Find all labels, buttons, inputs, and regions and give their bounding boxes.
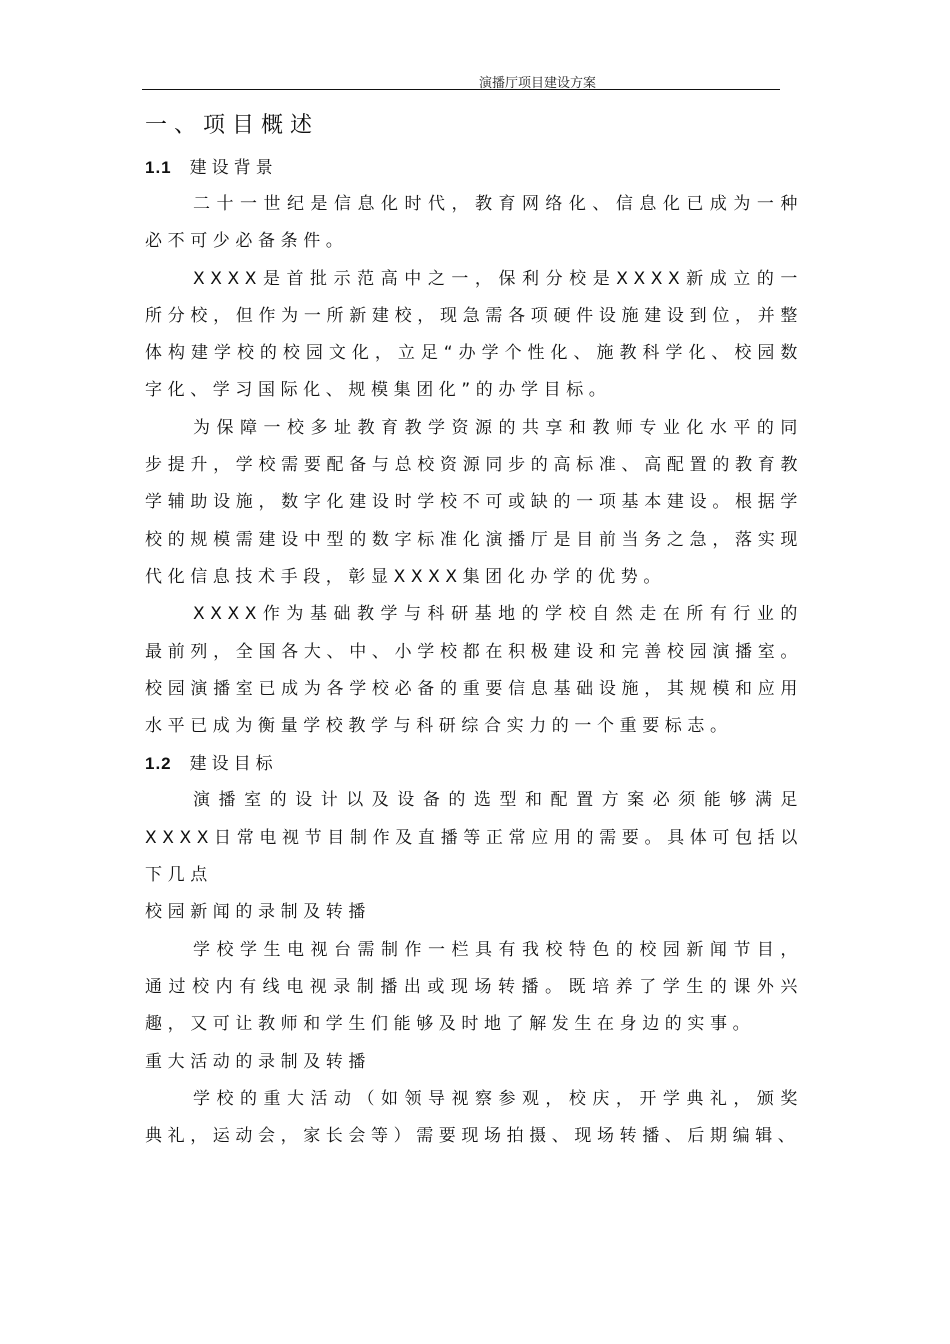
section-title: 一、项目概述: [145, 113, 320, 138]
subsection-title: 建设目标: [189, 754, 278, 775]
item-heading: 校园新闻的录制及转播: [145, 902, 371, 923]
document-body: [145, 107, 803, 1155]
running-header: 演播厅项目建设方案: [479, 76, 597, 91]
paragraph: 学校学生电视台需制作一栏具有我校特色的校园新闻节目，通过校内有线电视录制播出或现场转播。既培养了学生的课外兴趣，又可让教师和学生们能够及时地了解发生在身边的实事。: [145, 939, 803, 1035]
paragraph: XXXX作为基础教学与科研基地的学校自然走在所有行业的最前列，全国各大、中、小学校都在积极建设和完善校园演播室。校园演播室已成为各学校必备的重要信息基础设施，其规模和应用水平已成为衡量学校教学与科研综合实力的一个重要标志。: [145, 604, 803, 737]
paragraph: XXXX是首批示范高中之一，保利分校是XXXX新成立的一所分校，但作为一所新建校，现急需各项硬件设施建设到位，并整体构建学校的校园文化，立足“办学个性化、施教科学化、校园数字化、学习国际化、规模集团化”的办学目标。: [145, 268, 803, 401]
paragraph: 二十一世纪是信息化时代，教育网络化、信息化已成为一种必不可少必备条件。: [145, 194, 803, 252]
subsection-heading-1-2: [145, 745, 803, 782]
header-rule: [142, 89, 780, 90]
paragraph: 为保障一校多址教育教学资源的共享和教师专业化水平的同步提升，学校需要配备与总校资源同步的高标准、高配置的教育教学辅助设施，数字化建设时学校不可或缺的一项基本建设。根据学校的规模需建设中型的数字标准化演播厅是目前当务之急，落实现代化信息技术手段，彰显XXXX集团化办学的优势。: [145, 417, 803, 587]
subsection-heading-1-1: [145, 149, 803, 186]
subsection-number: 1.2: [145, 754, 172, 774]
subsection-number: 1.1: [145, 158, 172, 177]
subsection-title: 建设背景: [189, 158, 278, 178]
paragraph: 学校的重大活动（如领导视察参观，校庆，开学典礼，颁奖典礼，运动会，家长会等）需要现场拍摄、现场转播、后期编辑、: [145, 1088, 803, 1147]
item-heading: 重大活动的录制及转播: [145, 1051, 371, 1072]
paragraph: 演播室的设计以及设备的选型和配置方案必须能够满足XXXX日常电视节目制作及直播等正常应用的需要。具体可包括以下几点: [145, 790, 803, 886]
